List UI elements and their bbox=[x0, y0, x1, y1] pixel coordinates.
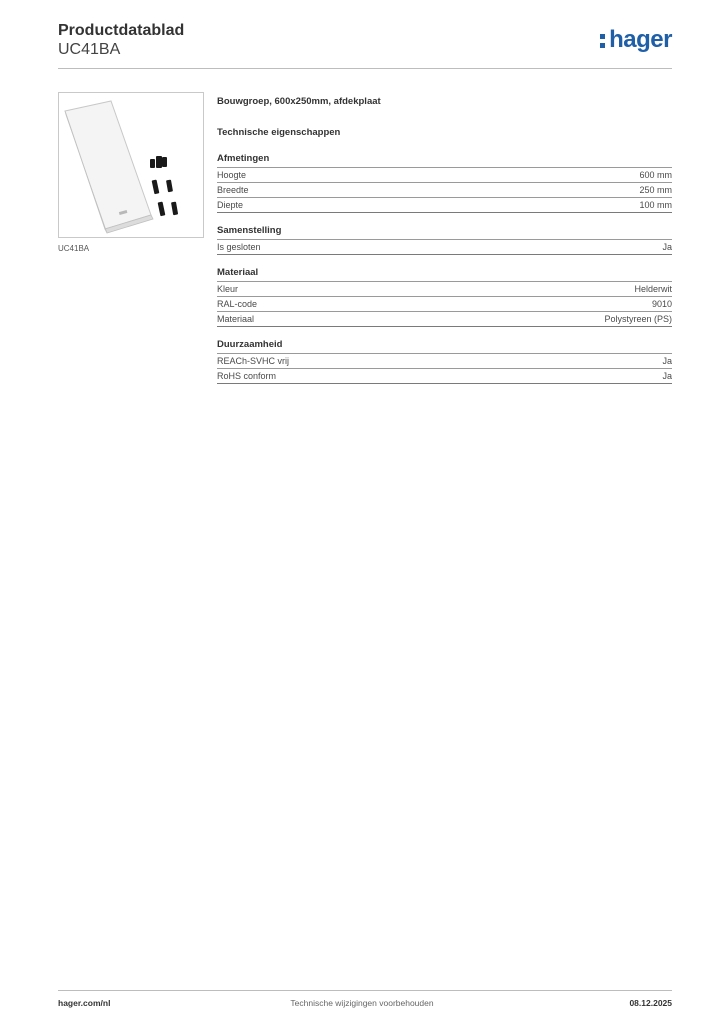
property-row bbox=[217, 240, 672, 255]
property-row bbox=[217, 369, 672, 384]
property-label: Diepte bbox=[217, 200, 244, 210]
section-duurzaamheid bbox=[217, 339, 672, 384]
property-label: Materiaal bbox=[217, 314, 255, 324]
header-divider bbox=[58, 68, 672, 69]
section-materiaal bbox=[217, 267, 672, 327]
technical-properties-heading: Technische eigenschappen bbox=[217, 127, 341, 138]
product-description: Bouwgroep, 600x250mm, afdekplaat bbox=[217, 96, 381, 107]
section-samenstelling bbox=[217, 225, 672, 255]
section-afmetingen bbox=[217, 153, 672, 213]
property-row bbox=[217, 282, 672, 297]
property-row bbox=[217, 354, 672, 369]
property-label: Is gesloten bbox=[217, 242, 261, 252]
property-value: Polystyreen (PS) bbox=[604, 314, 672, 324]
property-value: Helderwit bbox=[634, 284, 672, 294]
cover-plate-illustration bbox=[59, 93, 203, 237]
property-row bbox=[217, 297, 672, 312]
page-header bbox=[58, 20, 672, 68]
hager-logo bbox=[600, 26, 672, 54]
property-value: 250 mm bbox=[639, 185, 672, 195]
image-caption: UC41BA bbox=[58, 244, 90, 253]
property-label: REACh-SVHC vrij bbox=[217, 356, 290, 366]
property-label: Kleur bbox=[217, 284, 239, 294]
property-row bbox=[217, 183, 672, 198]
property-label: RAL-code bbox=[217, 299, 258, 309]
document-title: Productdatablad bbox=[58, 22, 185, 39]
property-label: Breedte bbox=[217, 185, 249, 195]
property-row bbox=[217, 168, 672, 183]
property-value: Ja bbox=[662, 371, 672, 381]
footer-date: 08.12.2025 bbox=[629, 998, 672, 1008]
property-value: 9010 bbox=[651, 299, 672, 309]
section-title: Samenstelling bbox=[217, 225, 672, 240]
clips-icon bbox=[150, 156, 178, 216]
property-row bbox=[217, 198, 672, 213]
footer-website-link[interactable]: hager.com/nl bbox=[58, 998, 111, 1008]
section-title: Afmetingen bbox=[217, 153, 672, 168]
property-value: Ja bbox=[662, 356, 672, 366]
product-details bbox=[217, 96, 672, 384]
property-value: Ja bbox=[662, 242, 672, 252]
section-title: Materiaal bbox=[217, 267, 672, 282]
property-label: RoHS conform bbox=[217, 371, 277, 381]
logo-colon-mark bbox=[600, 30, 607, 50]
product-code: UC41BA bbox=[58, 41, 121, 58]
product-image bbox=[58, 92, 204, 238]
property-value: 600 mm bbox=[639, 170, 672, 180]
footer-notice: Technische wijzigingen voorbehouden bbox=[290, 998, 434, 1008]
property-row bbox=[217, 312, 672, 327]
property-value: 100 mm bbox=[639, 200, 672, 210]
property-label: Hoogte bbox=[217, 170, 247, 180]
logo-text: hager bbox=[609, 26, 672, 53]
footer-divider bbox=[58, 990, 672, 991]
section-title: Duurzaamheid bbox=[217, 339, 672, 354]
